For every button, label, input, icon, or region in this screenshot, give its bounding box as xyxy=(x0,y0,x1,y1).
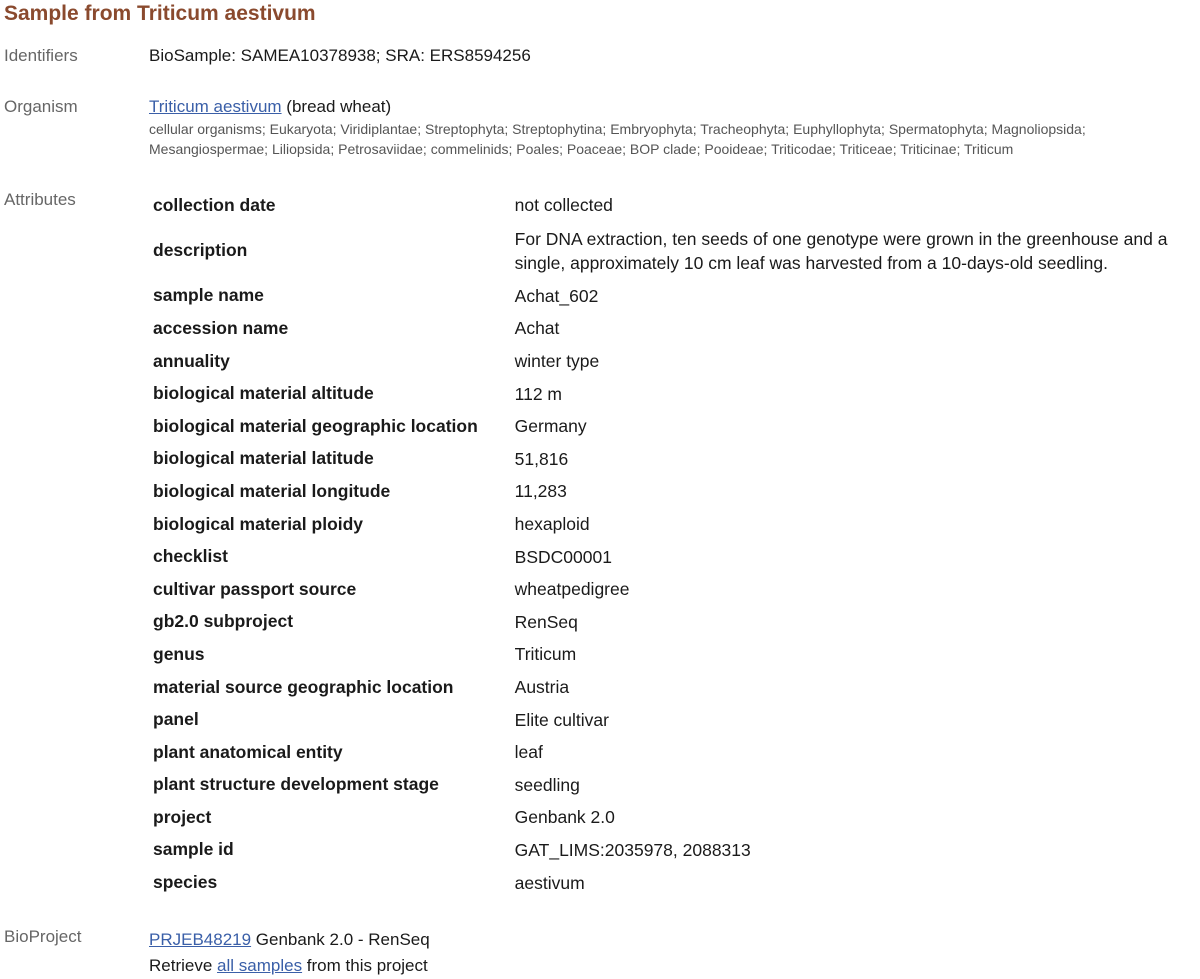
attribute-key: panel xyxy=(153,709,199,730)
attribute-key: biological material longitude xyxy=(153,480,391,501)
attribute-value: Genbank 2.0 xyxy=(514,807,615,828)
attribute-value: Elite cultivar xyxy=(514,709,609,730)
attribute-key: biological material geographic location xyxy=(153,415,478,436)
attribute-key: description xyxy=(153,240,248,261)
attribute-value: hexaploid xyxy=(514,514,590,535)
attribute-row xyxy=(149,834,1200,867)
attribute-value: 51,816 xyxy=(514,448,569,469)
attribute-key: collection date xyxy=(153,194,276,215)
attribute-row xyxy=(149,736,1200,769)
attribute-value: not collected xyxy=(514,195,613,216)
retrieve-prefix: Retrieve xyxy=(149,956,218,975)
attribute-row xyxy=(149,573,1200,606)
attribute-value: seedling xyxy=(514,774,580,795)
attribute-value: winter type xyxy=(514,351,600,372)
attribute-row xyxy=(149,410,1200,443)
attribute-row xyxy=(149,222,1200,280)
attribute-key: species xyxy=(153,872,218,893)
retrieve-suffix: from this project xyxy=(302,956,428,975)
attribute-key: sample name xyxy=(153,285,264,306)
organism-label: Organism xyxy=(4,97,78,116)
identifiers-value: BioSample: SAMEA10378938; SRA: ERS8594256 xyxy=(149,46,531,65)
attribute-value: For DNA extraction, ten seeds of one genotype were grown in the greenhouse and a single, approximately 10 cm leaf was harvested from a 10-days-old seedling. xyxy=(514,228,1168,273)
organism-lineage: cellular organisms; Eukaryota; Viridiplantae; Streptophyta; Streptophytina; Embryophyta; Tracheophyta; Euphyllophyta; Spermatophyta; Magnoliopsida; Mesangiospermae; Liliopsida; Petrosaviidae; commelinids; Poales; Poaceae; BOP clade; Pooideae; Triticodae; Triticeae; Triticinae; Triticum xyxy=(149,121,1086,157)
attribute-value: BSDC00001 xyxy=(514,546,612,567)
bioproject-link[interactable]: PRJEB48219 xyxy=(149,930,252,949)
attribute-key: plant structure development stage xyxy=(153,774,439,795)
attribute-value: Achat xyxy=(514,318,560,339)
attribute-value: 11,283 xyxy=(514,481,567,502)
attribute-row xyxy=(149,280,1200,313)
attribute-row xyxy=(149,866,1200,899)
attribute-key: biological material ploidy xyxy=(153,513,364,534)
organism-section xyxy=(149,97,1199,159)
attribute-key: project xyxy=(153,806,212,827)
attribute-value: GAT_LIMS:2035978, 2088313 xyxy=(514,839,751,860)
attribute-row xyxy=(149,312,1200,345)
attribute-value: Germany xyxy=(514,416,587,437)
attribute-key: plant anatomical entity xyxy=(153,741,343,762)
attribute-value: RenSeq xyxy=(514,611,578,632)
attributes-table xyxy=(149,189,1200,899)
attribute-row xyxy=(149,443,1200,476)
attribute-value: Achat_602 xyxy=(514,285,599,306)
attribute-value: wheatpedigree xyxy=(514,579,630,600)
attribute-row xyxy=(149,671,1200,704)
organism-link[interactable]: Triticum aestivum xyxy=(149,97,282,116)
bioproject-name: Genbank 2.0 - RenSeq xyxy=(251,930,430,949)
attribute-row xyxy=(149,377,1200,410)
attribute-row xyxy=(149,540,1200,573)
attribute-key: sample id xyxy=(153,839,234,860)
attribute-key: annuality xyxy=(153,350,230,371)
bioproject-section xyxy=(149,927,430,979)
attribute-key: checklist xyxy=(153,546,228,567)
all-samples-link[interactable]: all samples xyxy=(217,956,303,975)
attribute-key: cultivar passport source xyxy=(153,578,357,599)
attribute-row xyxy=(149,189,1200,222)
attribute-row xyxy=(149,606,1200,639)
identifiers-label: Identifiers xyxy=(4,46,78,65)
attribute-key: accession name xyxy=(153,317,289,338)
attribute-row xyxy=(149,345,1200,378)
attribute-row xyxy=(149,703,1200,736)
attribute-row xyxy=(149,475,1200,508)
attributes-label: Attributes xyxy=(4,190,76,209)
attribute-value: 112 m xyxy=(514,383,562,404)
bioproject-label: BioProject xyxy=(4,927,82,946)
attribute-key: gb2.0 subproject xyxy=(153,611,294,632)
attribute-key: material source geographic location xyxy=(153,676,454,697)
attribute-value: aestivum xyxy=(514,872,585,893)
attribute-value: leaf xyxy=(514,742,543,763)
attribute-row xyxy=(149,638,1200,671)
attribute-row xyxy=(149,769,1200,802)
attribute-value: Austria xyxy=(514,677,570,698)
page-title: Sample from Triticum aestivum xyxy=(4,2,316,25)
organism-common-name: (bread wheat) xyxy=(281,97,392,116)
attribute-key: genus xyxy=(153,643,205,664)
attribute-row xyxy=(149,508,1200,541)
attribute-value: Triticum xyxy=(514,644,577,665)
attribute-key: biological material altitude xyxy=(153,383,374,404)
attribute-row xyxy=(149,801,1200,834)
attribute-key: biological material latitude xyxy=(153,448,374,469)
